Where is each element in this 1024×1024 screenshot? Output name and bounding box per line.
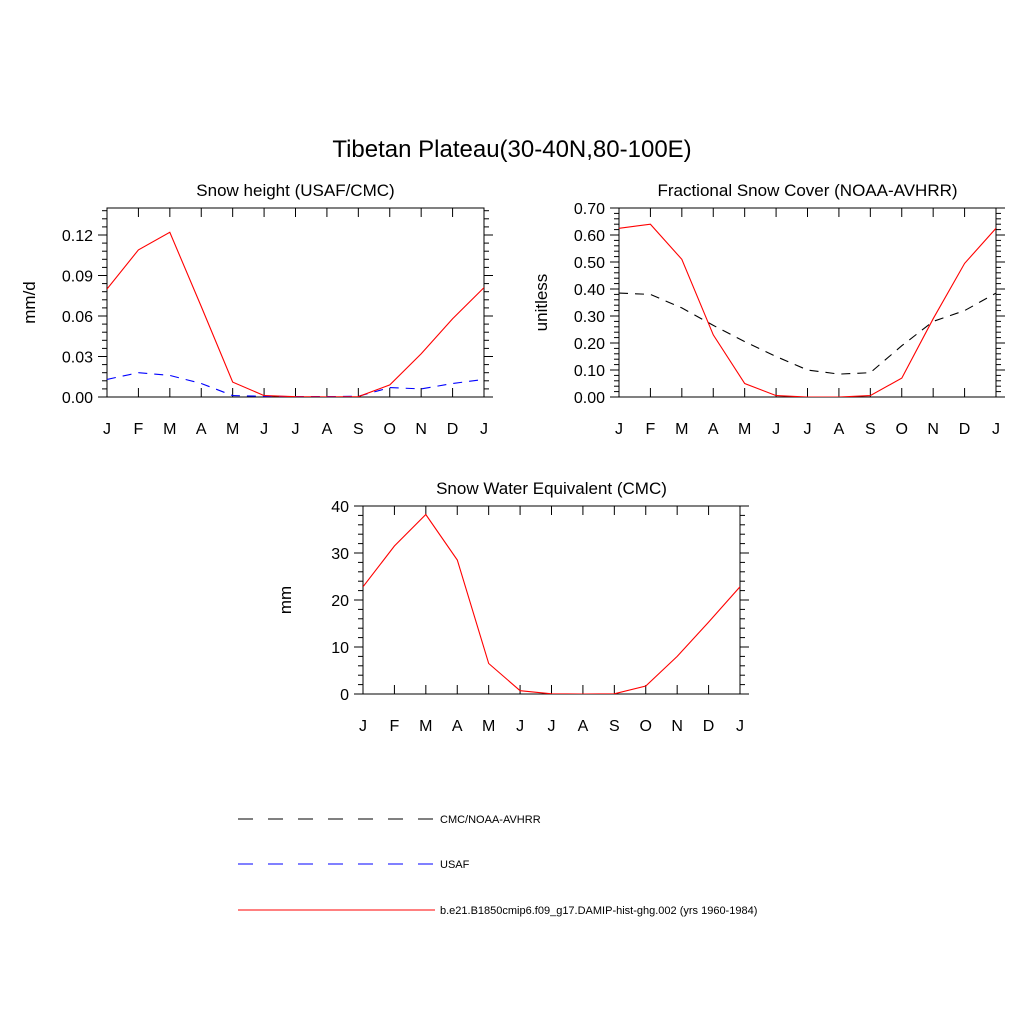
x-tick-label: J bbox=[803, 421, 812, 438]
x-tick-label: J bbox=[103, 421, 111, 438]
snow-height-panel bbox=[20, 181, 493, 438]
x-tick-label: M bbox=[675, 421, 689, 438]
y-tick-label: 0.50 bbox=[573, 255, 605, 272]
y-axis-label: unitless bbox=[532, 273, 551, 332]
y-tick-label: 0.03 bbox=[61, 349, 93, 367]
y-tick-label: 0.10 bbox=[573, 363, 605, 380]
y-tick-label: 0.30 bbox=[573, 309, 605, 326]
x-tick-label: J bbox=[260, 421, 269, 438]
legend bbox=[238, 814, 757, 917]
x-tick-label: F bbox=[389, 718, 400, 735]
y-tick-label: 10 bbox=[331, 640, 349, 657]
legend-label-model: b.e21.B1850cmip6.f09_g17.DAMIP-hist-ghg.002 (yrs 1960-1984) bbox=[440, 905, 758, 917]
x-tick-label: J bbox=[480, 421, 488, 438]
plot-frame bbox=[363, 506, 740, 694]
x-tick-label: A bbox=[833, 421, 845, 438]
y-tick-label: 0.20 bbox=[573, 336, 605, 353]
series-line-obs bbox=[619, 293, 996, 374]
y-tick-label: 30 bbox=[331, 546, 349, 563]
snow-water-panel bbox=[276, 479, 749, 735]
x-tick-label: O bbox=[639, 718, 652, 735]
x-tick-label: J bbox=[547, 718, 556, 735]
x-tick-label: M bbox=[163, 421, 177, 438]
x-tick-label: J bbox=[615, 421, 623, 438]
x-tick-label: M bbox=[738, 421, 752, 438]
x-tick-label: D bbox=[446, 421, 459, 438]
snow-cover-panel bbox=[532, 181, 1005, 438]
x-tick-label: M bbox=[419, 718, 433, 735]
panel-title: Snow height (USAF/CMC) bbox=[196, 181, 395, 200]
x-tick-label: M bbox=[226, 421, 240, 438]
x-tick-label: N bbox=[671, 718, 683, 735]
x-tick-label: N bbox=[415, 421, 427, 438]
y-tick-label: 0.12 bbox=[61, 228, 93, 245]
x-tick-label: O bbox=[383, 421, 396, 438]
y-tick-label: 0 bbox=[340, 687, 349, 704]
y-tick-label: 0.60 bbox=[573, 228, 605, 245]
x-tick-label: A bbox=[451, 718, 463, 735]
y-tick-label: 0.06 bbox=[61, 309, 93, 326]
y-tick-label: 0.70 bbox=[573, 201, 605, 218]
x-tick-label: J bbox=[736, 718, 744, 735]
panels-group bbox=[20, 181, 1005, 735]
y-tick-label: 0.40 bbox=[573, 282, 605, 299]
x-tick-label: F bbox=[133, 421, 144, 438]
x-tick-label: J bbox=[291, 421, 300, 438]
x-tick-label: S bbox=[608, 718, 620, 735]
y-tick-label: 0.09 bbox=[61, 268, 93, 286]
x-tick-label: N bbox=[927, 421, 939, 438]
series-line-model bbox=[363, 515, 740, 695]
x-tick-label: A bbox=[195, 421, 207, 438]
panel-title: Fractional Snow Cover (NOAA-AVHRR) bbox=[657, 181, 958, 200]
x-tick-label: J bbox=[772, 421, 781, 438]
series-line-model bbox=[107, 232, 484, 397]
x-tick-label: M bbox=[482, 718, 496, 735]
x-tick-label: D bbox=[958, 421, 971, 438]
y-tick-label: 20 bbox=[331, 593, 349, 610]
legend-label-usaf: USAF bbox=[440, 859, 470, 871]
y-tick-label: 40 bbox=[331, 499, 349, 516]
x-tick-label: D bbox=[702, 718, 715, 735]
y-tick-label: 0.00 bbox=[573, 390, 605, 407]
x-tick-label: J bbox=[516, 718, 525, 735]
x-tick-label: J bbox=[992, 421, 1000, 438]
plot-frame bbox=[619, 208, 996, 397]
legend-label-obs: CMC/NOAA-AVHRR bbox=[440, 814, 541, 826]
y-axis-label: mm/d bbox=[20, 281, 39, 324]
y-tick-label: 0.00 bbox=[61, 390, 93, 407]
y-axis-label: mm bbox=[276, 585, 295, 615]
panel-title: Snow Water Equivalent (CMC) bbox=[436, 479, 667, 498]
figure-title: Tibetan Plateau(30-40N,80-100E) bbox=[332, 136, 692, 163]
x-tick-label: O bbox=[895, 421, 908, 438]
x-tick-label: S bbox=[864, 421, 876, 438]
x-tick-label: S bbox=[352, 421, 364, 438]
x-tick-label: F bbox=[645, 421, 656, 438]
series-line-model bbox=[619, 224, 996, 397]
x-tick-label: A bbox=[321, 421, 333, 438]
x-tick-label: J bbox=[359, 718, 367, 735]
x-tick-label: A bbox=[577, 718, 589, 735]
x-tick-label: A bbox=[707, 421, 719, 438]
